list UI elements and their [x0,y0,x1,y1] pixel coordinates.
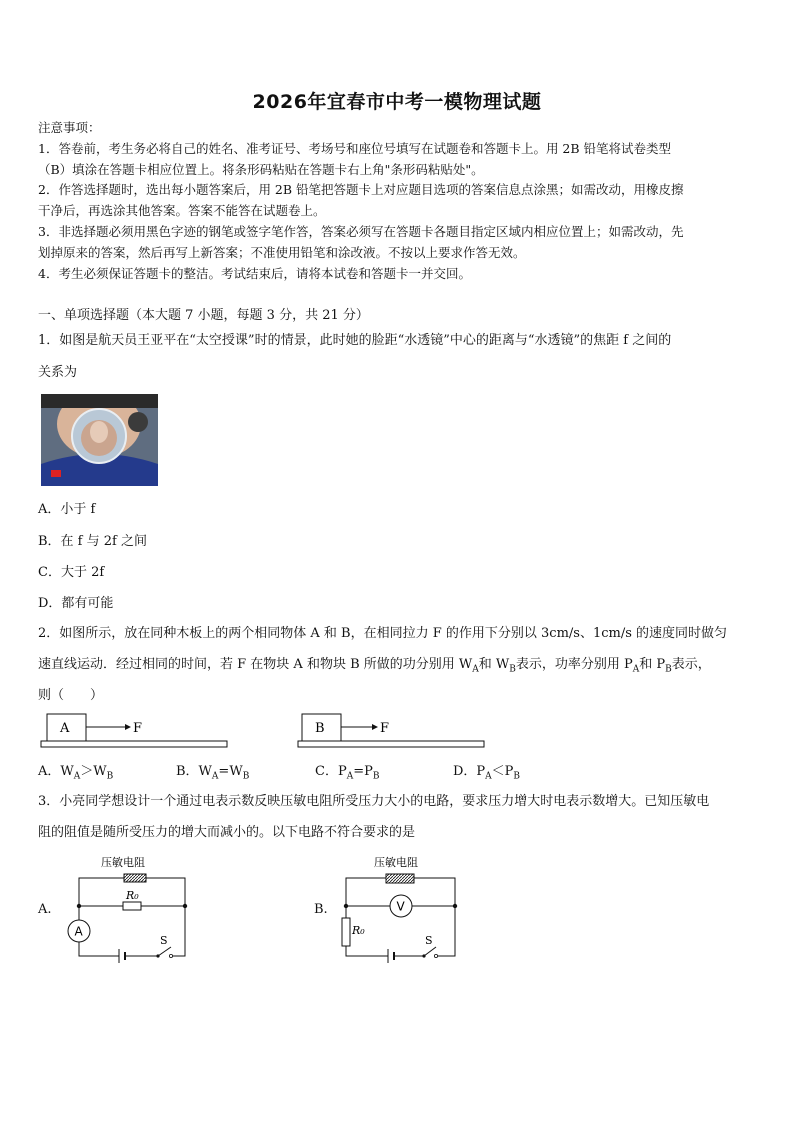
board-a [41,741,227,747]
wire [346,878,386,906]
q1-stem-line1: 1．如图是航天员王亚平在“太空授课”时的情景，此时她的脸距“水透镜”中心的距离与“水透镜”的焦距 f 之间的 [38,333,672,348]
q2-stem-line2: 速直线运动．经过相同的时间，若 F 在物块 A 和物块 B 所做的功分别用 $W_A$和 $W_B$表示，功率分别用 $P_A$和 $P_B$表示， [38,657,711,675]
q2-option-b: B．$W_A=W_B$ [176,764,250,782]
board-b [298,741,484,747]
switch-pivot [156,954,159,957]
r0-resistor [123,902,141,910]
q2-stem-line3: 则（ ） [38,688,104,703]
junction-dot [183,904,187,908]
force-arrowhead-b [372,724,378,730]
r0-resistor [342,918,350,946]
q3-stem-line2: 阻的阻值是随所受压力的增大而减小的。以下电路不符合要求的是 [38,825,416,840]
notice-line: 4．考生必须保证答题卡的整洁。考试结束后，请将本试卷和答题卡一并交回。 [38,265,471,281]
switch-contact [169,954,172,957]
ammeter-label: A [74,924,83,939]
wire [146,878,185,906]
voltmeter-label: V [396,899,405,914]
circuit-b-diagram [336,852,466,964]
q2-stem-line1: 2．如图所示，放在同种木板上的两个相同物体 A 和 B，在相同拉力 F 的作用下分别以 3cm/s、1cm/s 的速度同时做匀 [38,626,728,641]
q1-option-c: C．大于 2f [38,565,105,580]
switch-label: S [425,934,433,947]
force-label-b: F [380,721,390,736]
wire [414,878,455,906]
force-label-a: F [133,721,143,736]
q1-option-b: B．在 f 与 2f 之间 [38,534,147,549]
block-a-label: A [60,721,70,736]
q1-option-d: D．都有可能 [38,596,114,611]
r0-label: R₀ [126,889,139,902]
q3-stem-line1: 3．小亮同学想设计一个通过电表示数反映压敏电阻所受压力大小的电路，要求压力增大时电表示数增大。已知压敏电 [38,794,710,809]
pressure-sensor-label: 压敏电阻 [374,856,418,869]
wire [346,946,388,956]
circuit-a-diagram [63,852,193,964]
switch-blade [424,947,436,956]
notice-line: （B）填涂在答题卡相应位置上。将条形码粘贴在答题卡右上角"条形码粘贴处"。 [38,161,484,177]
notice-line: 干净后，再选涂其他答案。答案不能答在试题卷上。 [38,203,326,219]
photo-illustration [41,394,158,486]
q2-option-c: C．$P_A=P_B$ [315,764,380,782]
junction-dot [77,904,81,908]
notice-heading: 注意事项： [38,120,101,135]
q2-option-d: D．$P_A<P_B$ [453,764,521,782]
wire [79,942,119,956]
force-arrowhead-a [125,724,131,730]
pressure-sensor-resistor [124,874,146,882]
q1-stem-line2: 关系为 [38,365,78,380]
q2-option-a: A．$W_A>W_B$ [38,764,114,782]
notice-line: 1．答卷前，考生务必将自己的姓名、准考证号、考场号和座位号填写在试题卷和答题卡上。用 2B 铅笔将试卷类型 [38,140,672,156]
wire [171,906,185,956]
page-title: 2026年宜春市中考一模物理试题 [252,91,542,113]
pressure-sensor-resistor [386,874,414,883]
notice-line: 2．作答选择题时，选出每小题答案后，用 2B 铅笔把答题卡上对应题目选项的答案信息点涂黑；如需改动，用橡皮擦 [38,182,684,198]
pressure-sensor-label: 压敏电阻 [101,856,145,869]
section-heading: 一、单项选择题（本大题 7 小题，每题 3 分，共 21 分） [38,308,369,323]
switch-contact [434,954,437,957]
r0-label: R₀ [352,924,365,937]
junction-dot [453,904,457,908]
q1-option-a: A．小于 f [38,502,96,517]
circuit-b-option: B. [314,902,328,917]
switch-blade [158,947,171,956]
block-b-label: B [315,721,325,736]
wire [436,906,455,956]
wire [79,878,124,906]
notice-line: 划掉原来的答案，然后再写上新答案；不准使用铅笔和涂改液。不按以上要求作答无效。 [38,244,526,260]
q2-figure [38,708,498,752]
circuit-a-option: A. [38,902,52,917]
junction-dot [344,904,348,908]
switch-label: S [160,934,168,947]
notice-line: 3．非选择题必须用黑色字迹的钢笔或签字笔作答，答案必须写在答题卡各题目指定区域内相应位置上；如需改动，先 [38,223,684,239]
astronaut-water-lens-photo [41,394,158,486]
switch-pivot [422,954,425,957]
notice-section [38,118,758,284]
